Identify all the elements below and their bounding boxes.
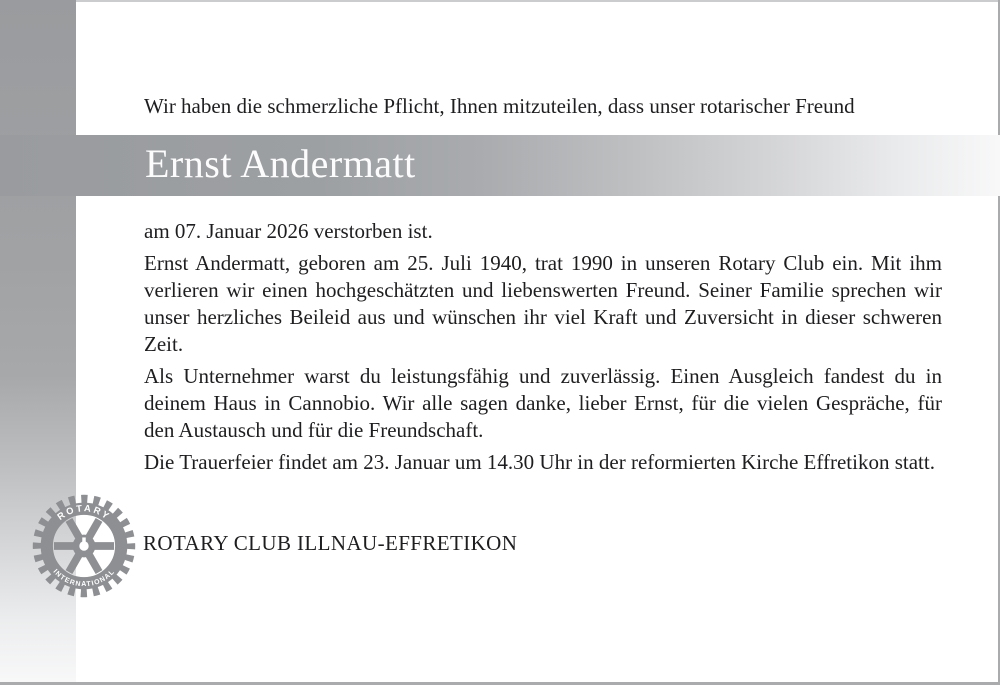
page-top-edge bbox=[0, 0, 1000, 2]
paragraph-line: Zeit. bbox=[144, 332, 184, 356]
logo-bottom-text: INTERNATIONAL bbox=[51, 568, 117, 589]
club-name: ROTARY CLUB ILLNAU-EFFRETIKON bbox=[143, 531, 518, 555]
paragraph bbox=[144, 449, 942, 476]
paragraph-line: Als Unternehmer warst du leistungsfähig und zuverlässig. Einen Ausgleich fandest du in bbox=[144, 364, 942, 388]
paragraph bbox=[144, 218, 942, 245]
name-band bbox=[0, 135, 1000, 196]
paragraph-line: verlieren wir einen hochgeschätzten und liebenswerten Freund. Seiner Familie sprechen wir bbox=[144, 278, 942, 302]
paragraph-line: am 07. Januar 2026 verstorben ist. bbox=[144, 219, 433, 243]
deceased-name: Ernst Andermatt bbox=[145, 141, 416, 186]
intro-line: Wir haben die schmerzliche Pflicht, Ihnen mitzuteilen, dass unser rotarischer Freund bbox=[144, 94, 855, 118]
paragraph bbox=[144, 250, 942, 358]
paragraph-line: unser herzliches Beileid aus und wünschen ihr viel Kraft und Zuversicht in dieser schweren bbox=[144, 305, 942, 329]
hub-keyway bbox=[82, 537, 85, 542]
logo-top-text: ROTARY bbox=[55, 503, 113, 523]
paragraph bbox=[144, 363, 942, 444]
rotary-international-logo bbox=[31, 493, 137, 599]
paragraph-line: Ernst Andermatt, geboren am 25. Juli 1940, trat 1990 in unseren Rotary Club ein. Mit ihm bbox=[144, 251, 942, 275]
body-paragraphs bbox=[144, 218, 942, 481]
paragraph-line: deinem Haus in Cannobio. Wir alle sagen danke, lieber Ernst, für die vielen Gespräche, für bbox=[144, 391, 942, 415]
paragraph-line: Die Trauerfeier findet am 23. Januar um 14.30 Uhr in der reformierten Kirche Effretikon statt. bbox=[144, 450, 935, 474]
paragraph-line: den Austausch und für die Freundschaft. bbox=[144, 418, 484, 442]
